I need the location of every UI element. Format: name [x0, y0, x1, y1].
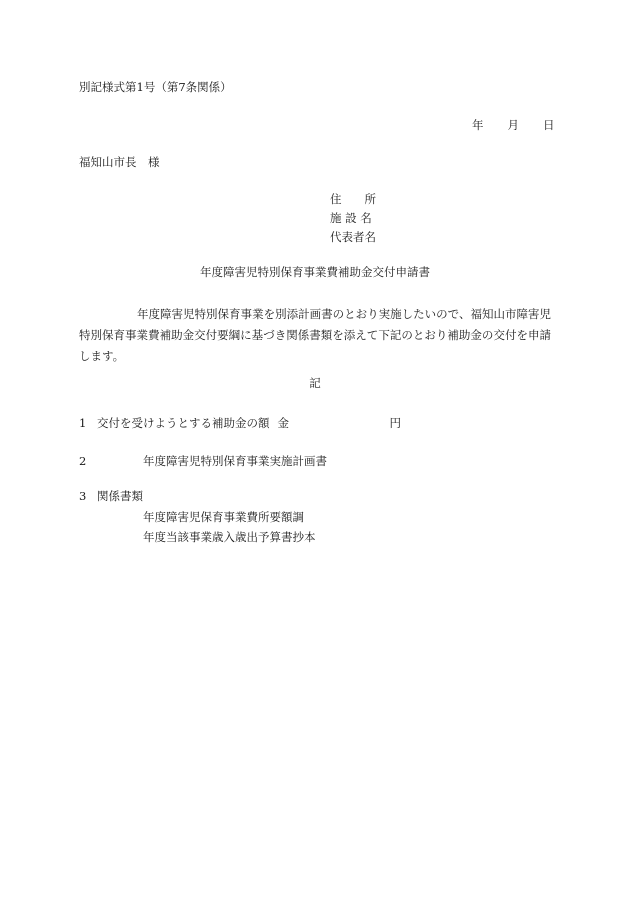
document-title: 年度障害児特別保育事業費補助金交付申請書 — [200, 265, 430, 279]
amount-label: 金 — [277, 416, 289, 430]
date-line — [472, 120, 555, 132]
item-related-documents — [79, 491, 316, 544]
item-label: 年度障害児特別保育事業実施計画書 — [143, 454, 327, 468]
item-number: 2 — [79, 454, 87, 468]
body-paragraph: 年度障害児特別保育事業を別添計画書のとおり実施したいので、福知山市障害児特別保育事業費補助金交付要綱に基づき関係書類を添えて下記のとおり補助金の交付を申請します。 — [79, 307, 551, 363]
date-year: 年 — [472, 118, 484, 132]
item-number: 1 — [79, 416, 87, 430]
form-number: 別記様式第1号（第7条関係） — [79, 80, 232, 94]
item-plan — [79, 456, 327, 468]
item-subsidy-amount — [79, 418, 401, 430]
addressee: 福知山市長 様 — [79, 155, 160, 169]
address-label: 住 所 — [330, 192, 376, 206]
ki-heading: 記 — [309, 376, 321, 390]
applicant-block — [330, 194, 376, 251]
item-label: 交付を受けようとする補助金の額 — [97, 416, 270, 430]
item-label: 関係書類 — [97, 489, 143, 503]
facility-name-label: 施 設 名 — [330, 211, 372, 225]
item-number: 3 — [79, 489, 87, 503]
related-doc-budget-excerpt: 年度当該事業歳入歳出予算書抄本 — [143, 530, 316, 544]
amount-unit: 円 — [389, 416, 401, 430]
representative-label: 代表者名 — [330, 230, 376, 244]
related-doc-budget-survey: 年度障害児保育事業費所要額調 — [143, 509, 304, 524]
date-month: 月 — [507, 118, 519, 132]
date-day: 日 — [543, 118, 555, 132]
